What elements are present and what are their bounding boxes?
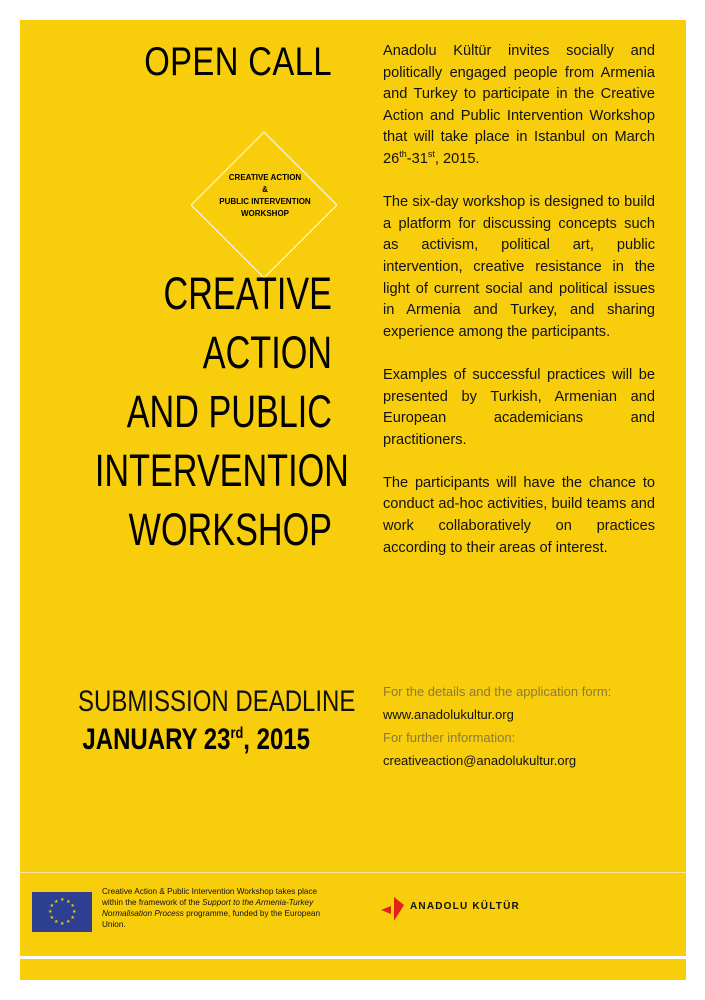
eu-star-icon: ★ <box>66 919 71 926</box>
badge-line-4: WORKSHOP <box>241 209 289 218</box>
intro-p1-end: , 2015. <box>434 150 480 167</box>
intro-p1-text: Anadolu Kültür invites socially and politically engaged people from Armenia and Turkey to participate in the Creative Action and Public Intervention Workshop that will take place in Istanbul on March 26 <box>383 43 655 167</box>
intro-paragraph-1 <box>383 41 655 171</box>
funding-note <box>102 886 338 930</box>
funding-note-a: Creative Action & Public Intervention Workshop takes place within the framework of the <box>102 887 318 907</box>
anadolu-kultur-name: ANADOLU KÜLTÜR <box>410 901 520 912</box>
eu-star-icon: ★ <box>49 915 55 921</box>
eu-star-icon: ★ <box>60 921 65 927</box>
funding-note-programme: Support to the Armenia-Turkey Normalisation Process <box>102 898 314 918</box>
website-link[interactable]: www.anadolukultur.org <box>383 707 514 722</box>
eu-star-icon: ★ <box>70 903 75 909</box>
deadline-date <box>78 723 310 757</box>
deadline-date-main: JANUARY 23 <box>82 723 231 756</box>
info-label: For further information: <box>383 730 516 745</box>
footer-divider <box>20 872 686 873</box>
eu-star-icon: ★ <box>49 903 55 909</box>
eu-star-icon: ★ <box>48 909 53 915</box>
title-line-2: ACTION <box>202 327 332 378</box>
intro-p1-sup-th: th <box>399 149 407 160</box>
workshop-title <box>20 264 349 559</box>
eu-star-icon: ★ <box>70 915 75 921</box>
intro-paragraph-4: The participants will have the chance to conduct ad-hoc activities, build teams and work collaboratively on practices according to their areas of interest. <box>383 474 655 556</box>
title-line-4: INTERVENTION <box>94 445 349 496</box>
badge-line-1: CREATIVE ACTION <box>228 173 302 182</box>
contact-details <box>383 680 673 772</box>
email-link[interactable]: creativeaction@anadolukultur.org <box>383 753 577 768</box>
badge-line-3: PUBLIC INTERVENTION <box>219 197 311 206</box>
intro-paragraph-2: The six-day workshop is designed to build a platform for discussing concepts such as activism, political art, public intervention, creative resistance in the light of current social and political issues in Armenia and Turkey, and sharing experience among the participants. <box>383 194 655 340</box>
deadline-label: SUBMISSION DEADLINE <box>78 685 356 718</box>
eu-star-icon: ★ <box>60 897 65 903</box>
eu-star-icon: ★ <box>54 898 59 905</box>
anadolu-kultur-logo <box>380 894 580 924</box>
deadline-date-sup: rd <box>230 725 244 742</box>
anadolu-kultur-logo-icon <box>380 894 406 924</box>
footer-bottom-line <box>20 956 686 959</box>
eu-flag-icon <box>32 892 92 932</box>
intro-p1-mid: -31 <box>406 150 428 167</box>
details-label: For the details and the application form: <box>383 684 612 699</box>
intro-text <box>383 41 655 581</box>
funding-note-b: programme, funded by the European Union. <box>102 909 320 929</box>
intro-paragraph-3: Examples of successful practices will be presented by Turkish, Armenian and European academicians and practitioners. <box>383 366 655 448</box>
title-line-1: CREATIVE <box>163 268 332 319</box>
intro-p1-sup-st: st <box>427 149 435 160</box>
eu-star-icon: ★ <box>66 898 71 905</box>
badge-text <box>175 172 355 220</box>
open-call-heading: OPEN CALL <box>144 40 332 84</box>
title-line-5: WORKSHOP <box>128 504 332 555</box>
poster <box>20 20 686 980</box>
eu-star-icon: ★ <box>72 909 77 915</box>
deadline-date-year: , 2015 <box>243 723 310 756</box>
badge-line-2: & <box>262 185 268 194</box>
title-line-3: AND PUBLIC <box>126 386 332 437</box>
eu-star-icon: ★ <box>54 919 59 926</box>
